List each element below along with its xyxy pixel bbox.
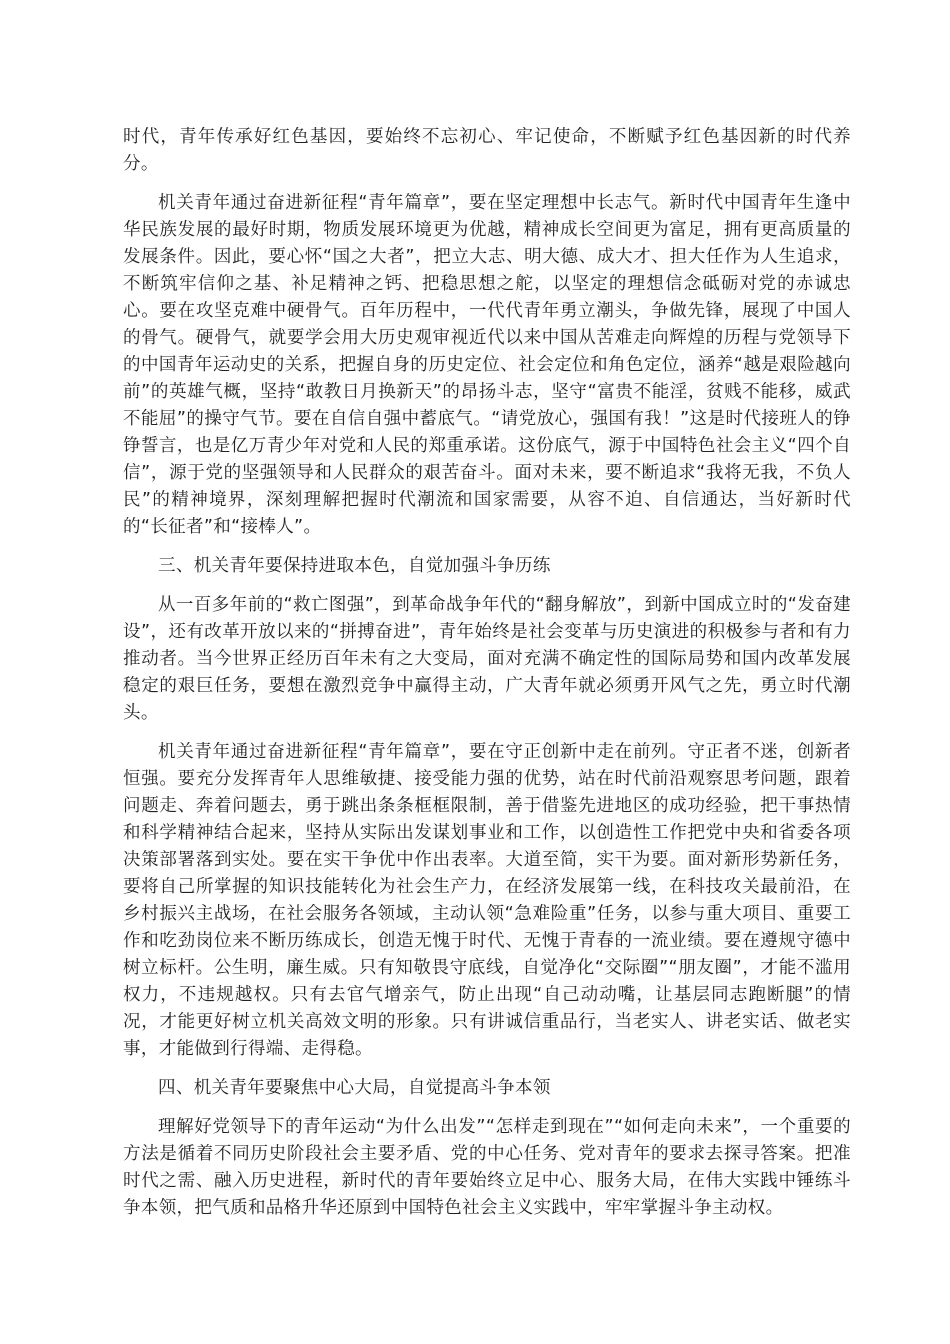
paragraph-innovation: 机关青年通过奋进新征程“青年篇章”，要在守正创新中走在前列。守正者不迷，创新者恒强。要充分发挥青年人思维敏捷、接受能力强的优势，站在时代前沿观察思考问题，跟着问题走、奔着问题去，勇于跳出条条框框限制，善于借鉴先进地区的成功经验，把干事热情和科学精神结合起来，坚持从实际出发谋划事业和工作，以创造性工作把党中央和省委各项决策部署落到实处。要在实干争优中作出表率。大道至简，实干为要。面对新形势新任务，要将自己所掌握的知识技能转化为社会生产力，在经济发展第一线，在科技攻关最前沿，在乡村振兴主战场，在社会服务各领域，主动认领“急难险重”任务，以参与重大项目、重要工作和吃劲岗位来不断历练成长，创造无愧于时代、无愧于青春的一流业绩。要在遵规守德中树立标杆。公生明，廉生威。只有知敬畏守底线，自觉净化“交际圈”“朋友圈”，才能不滥用权力，不违规越权。只有去官气增亲气，防止出现“自己动动嘴，让基层同志跑断腿”的情况，才能更好树立机关高效文明的形象。只有讲诚信重品行，当老实人、讲老实话、做老实事，才能做到行得端、走得稳。 xyxy=(123,742,851,1059)
section-heading-4: 四、机关青年要聚焦中心大局，自觉提高斗争本领 xyxy=(158,1078,551,1098)
paragraph-ideals: 机关青年通过奋进新征程“青年篇章”，要在坚定理想中长志气。新时代中国青年生逢中华民族发展的最好时期，物质发展环境更为优越，精神成长空间更为富足，拥有更高质量的发展条件。因此，要心怀“国之大者”，把立大志、明大德、成大才、担大任作为人生追求，不断筑牢信仰之基、补足精神之钙、把稳思想之舵，以坚定的理想信念砥砺对党的赤诚忠心。要在攻坚克难中硬骨气。百年历程中，一代代青年勇立潮头，争做先锋，展现了中国人的骨气。硬骨气，就要学会用大历史观审视近代以来中国从苦难走向辉煌的历程与党领导下的中国青年运动史的关系，把握自身的历史定位、社会定位和角色定位，涵养“越是艰险越向前”的英雄气概，坚持“敢教日月换新天”的昂扬斗志，坚守“富贵不能淫，贫贱不能移，威武不能屈”的操守气节。要在自信自强中蓄底气。“请党放心，强国有我！”这是时代接班人的铮铮誓言，也是亿万青少年对党和人民的郑重承诺。这份底气，源于中国特色社会主义“四个自信”，源于党的坚强领导和人民群众的艰苦奋斗。面对未来，要不断追求“我将无我，不负人民”的精神境界，深刻理解把握时代潮流和国家需要，从容不迫、自信通达，当好新时代的“长征者”和“接棒人”。 xyxy=(123,193,851,537)
section-heading-3: 三、机关青年要保持进取本色，自觉加强斗争历练 xyxy=(158,556,551,576)
paragraph-continuation: 时代，青年传承好红色基因，要始终不忘初心、牢记使命，不断赋予红色基因新的时代养分。 xyxy=(123,127,851,174)
document-page xyxy=(123,124,851,1234)
paragraph-youth-movement: 理解好党领导下的青年运动“为什么出发”“怎样走到现在”“如何走向未来”，一个重要的方法是循着不同历史阶段社会主要矛盾、党的中心任务、党对青年的要求去探寻答案。把准时代之需、融入历史进程，新时代的青年要始终立足中心、服务大局，在伟大实践中锤练斗争本领，把气质和品格升华还原到中国特色社会主义实践中，牢牢掌握斗争主动权。 xyxy=(123,1117,851,1218)
paragraph-history: 从一百多年前的“救亡图强”，到革命战争年代的“翻身解放”，到新中国成立时的“发奋建设”，还有改革开放以来的“拼搏奋进”，青年始终是社会变革与历史演进的积极参与者和有力推动者。当今世界正经历百年未有之大变局，面对充满不确定性的国际局势和国内改革发展稳定的艰巨任务，要想在激烈竞争中赢得主动，广大青年就必须勇开风气之先，勇立时代潮头。 xyxy=(123,595,851,723)
